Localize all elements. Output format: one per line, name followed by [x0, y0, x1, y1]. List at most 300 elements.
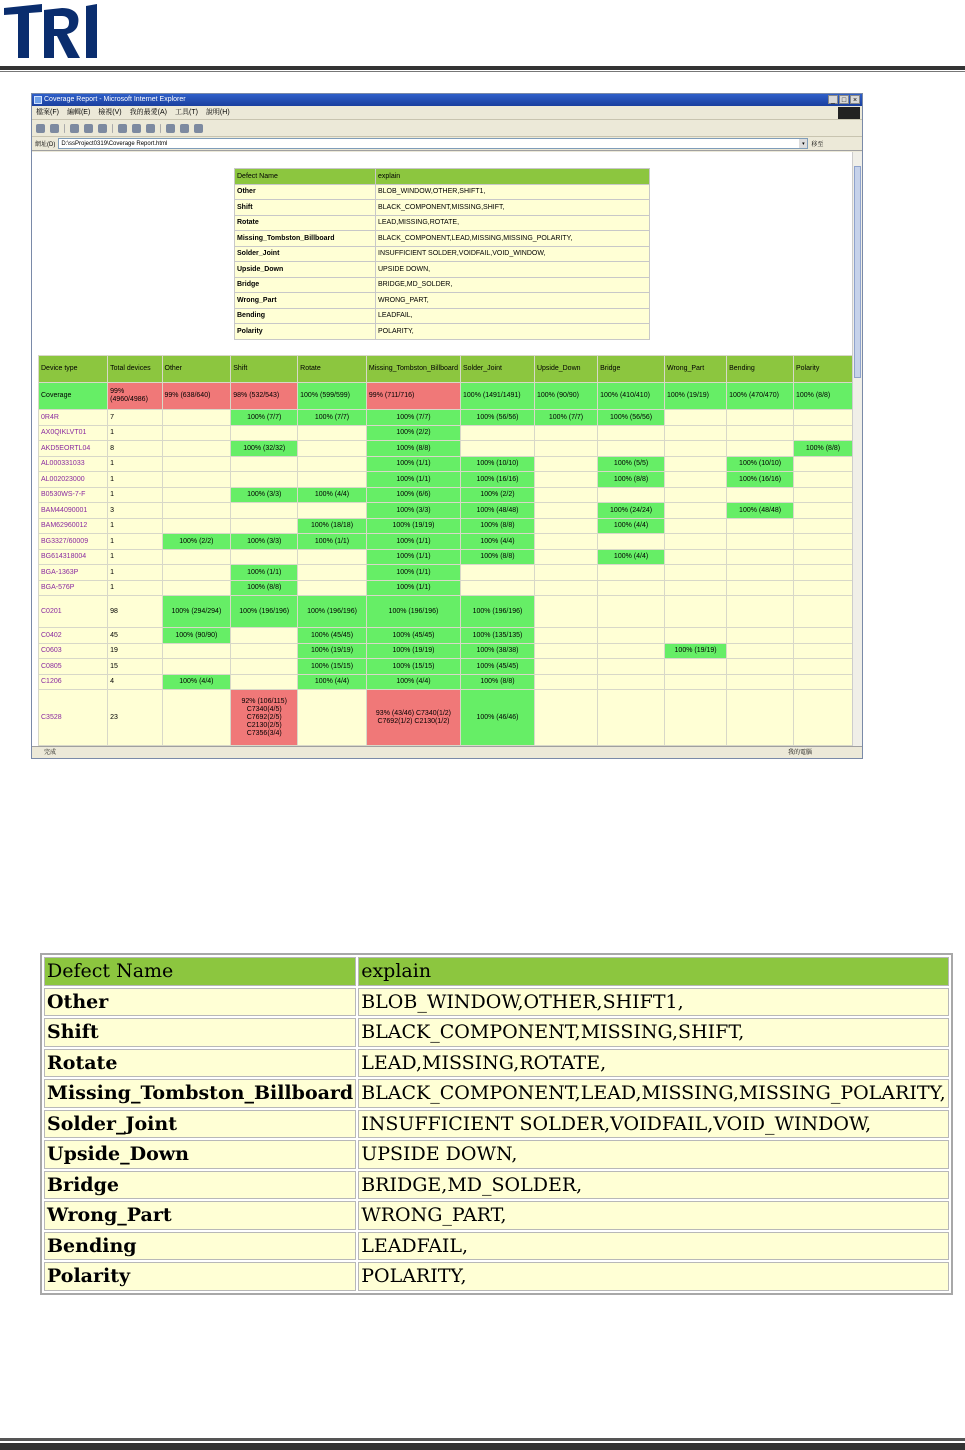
table-row: [39, 410, 853, 426]
table-row: [44, 1140, 949, 1169]
mini-defect-table: [234, 168, 650, 340]
coverage-header-cell: Bending: [727, 356, 794, 383]
coverage-cell: [231, 659, 298, 675]
coverage-cell: [534, 549, 597, 565]
coverage-cell: [298, 472, 367, 488]
coverage-cell: [664, 565, 726, 581]
coverage-cell: [727, 565, 794, 581]
coverage-cell: 92% (106/115) C7340(4/5) C7692(2/5) C2130(2/5) C7356(3/4): [231, 690, 298, 746]
table-row: [44, 1110, 949, 1139]
coverage-cell: [727, 674, 794, 690]
device-type-cell: B0530WS-7-F: [39, 487, 108, 503]
coverage-header-cell: Missing_Tombston_Billboard: [366, 356, 460, 383]
coverage-cell: 100% (8/8): [461, 549, 535, 565]
coverage-cell: [231, 472, 298, 488]
coverage-cell: [664, 518, 726, 534]
device-type-cell: BAM44090001: [39, 503, 108, 519]
table-row: [235, 200, 650, 216]
coverage-cell: 100% (46/46): [461, 690, 535, 746]
coverage-cell: 100% (8/8): [461, 674, 535, 690]
mini-defect-explain: INSUFFICIENT SOLDER,VOIDFAIL,VOID_WINDOW,: [376, 246, 650, 262]
table-row: [235, 262, 650, 278]
table-row: [44, 1232, 949, 1261]
coverage-cell: [727, 628, 794, 644]
coverage-cell: 1: [108, 518, 162, 534]
coverage-cell: 15: [108, 659, 162, 675]
forward-icon[interactable]: [50, 124, 59, 133]
coverage-cell: [727, 596, 794, 628]
coverage-cell: [162, 410, 231, 426]
coverage-cell: [794, 628, 853, 644]
scrollbar-thumb[interactable]: [854, 166, 861, 378]
table-row: [235, 184, 650, 200]
mini-defect-explain: WRONG_PART,: [376, 293, 650, 309]
coverage-summary-cell: 99% (638/640): [162, 383, 231, 410]
coverage-summary-cell: 100% (1491/1491): [461, 383, 535, 410]
windows-flag-icon: [838, 107, 860, 119]
ie-icon: [34, 96, 42, 104]
coverage-cell: [598, 580, 665, 596]
coverage-cell: 100% (1/1): [366, 472, 460, 488]
status-text: 完成: [44, 750, 57, 756]
coverage-cell: [534, 580, 597, 596]
coverage-cell: [461, 425, 535, 441]
table-row: [39, 580, 853, 596]
mini-defect-name: Missing_Tombston_Billboard: [235, 231, 376, 247]
maximize-icon[interactable]: □: [839, 95, 849, 104]
coverage-cell: 3: [108, 503, 162, 519]
coverage-cell: 100% (4/4): [461, 534, 535, 550]
coverage-cell: 100% (10/10): [461, 456, 535, 472]
coverage-cell: 100% (7/7): [534, 410, 597, 426]
coverage-cell: [727, 410, 794, 426]
search-icon[interactable]: [118, 124, 127, 133]
coverage-cell: [298, 549, 367, 565]
table-row: [44, 1079, 949, 1108]
device-type-cell: C0805: [39, 659, 108, 675]
coverage-cell: [794, 518, 853, 534]
coverage-cell: [598, 674, 665, 690]
coverage-cell: 100% (2/2): [162, 534, 231, 550]
table-row: [39, 628, 853, 644]
device-type-cell: BGA-1363P: [39, 565, 108, 581]
coverage-cell: [794, 425, 853, 441]
browser-content: [32, 152, 853, 747]
mini-defect-name: Bridge: [235, 277, 376, 293]
table-row: [235, 231, 650, 247]
coverage-cell: [664, 628, 726, 644]
coverage-summary-cell: 100% (410/410): [598, 383, 665, 410]
coverage-cell: [664, 425, 726, 441]
coverage-cell: [664, 674, 726, 690]
coverage-summary-row: [39, 383, 853, 410]
coverage-cell: 100% (1/1): [366, 549, 460, 565]
table-row: [44, 1171, 949, 1200]
coverage-cell: 100% (1/1): [366, 565, 460, 581]
coverage-cell: 100% (196/196): [298, 596, 367, 628]
coverage-cell: [534, 628, 597, 644]
coverage-cell: 100% (56/56): [461, 410, 535, 426]
coverage-cell: 100% (7/7): [298, 410, 367, 426]
coverage-cell: [231, 549, 298, 565]
menu-tools[interactable]: 工具(T): [174, 109, 198, 116]
coverage-cell: 100% (15/15): [298, 659, 367, 675]
coverage-cell: 100% (2/2): [461, 487, 535, 503]
coverage-cell: 100% (7/7): [231, 410, 298, 426]
coverage-cell: 100% (45/45): [366, 628, 460, 644]
coverage-header-cell: Upside_Down: [534, 356, 597, 383]
mini-defect-name: Wrong_Part: [235, 293, 376, 309]
coverage-cell: 100% (19/19): [366, 518, 460, 534]
table-row: [39, 659, 853, 675]
large-defect-explain: WRONG_PART,: [358, 1201, 948, 1230]
coverage-cell: 1: [108, 425, 162, 441]
coverage-cell: 100% (24/24): [598, 503, 665, 519]
coverage-cell: [534, 456, 597, 472]
browser-title: Coverage Report - Microsoft Internet Explorer: [44, 96, 186, 103]
coverage-cell: [664, 410, 726, 426]
table-row: [39, 549, 853, 565]
coverage-cell: 1: [108, 549, 162, 565]
footer-rule: [0, 1438, 965, 1441]
device-type-cell: C0201: [39, 596, 108, 628]
coverage-cell: [727, 487, 794, 503]
large-defect-explain: LEAD,MISSING,ROTATE,: [358, 1049, 948, 1078]
table-row: [39, 690, 853, 746]
browser-toolbar: [32, 120, 862, 137]
footer-rule-thick: [0, 1443, 965, 1450]
toolbar-separator: [160, 124, 161, 133]
coverage-cell: [794, 456, 853, 472]
print-icon[interactable]: [180, 124, 189, 133]
chevron-down-icon[interactable]: ▾: [799, 139, 807, 148]
table-row: [39, 425, 853, 441]
coverage-cell: [598, 690, 665, 746]
menu-help[interactable]: 說明(H): [205, 109, 230, 116]
coverage-cell: [598, 441, 665, 457]
device-type-cell: AL000331033: [39, 456, 108, 472]
coverage-cell: 100% (19/19): [366, 643, 460, 659]
coverage-cell: [794, 659, 853, 675]
coverage-cell: [794, 596, 853, 628]
coverage-cell: [664, 659, 726, 675]
coverage-summary-cell: 100% (90/90): [534, 383, 597, 410]
coverage-cell: [664, 534, 726, 550]
coverage-cell: [727, 425, 794, 441]
coverage-cell: 100% (8/8): [366, 441, 460, 457]
coverage-header-cell: Wrong_Part: [664, 356, 726, 383]
coverage-cell: [162, 425, 231, 441]
coverage-cell: 100% (4/4): [298, 487, 367, 503]
coverage-summary-cell: Coverage: [39, 383, 108, 410]
large-defect-explain: BLACK_COMPONENT,LEAD,MISSING,MISSING_POLARITY,: [358, 1079, 948, 1108]
toolbar-separator: [112, 124, 113, 133]
coverage-cell: 100% (1/1): [231, 565, 298, 581]
device-type-cell: 0R4R: [39, 410, 108, 426]
coverage-cell: 100% (135/135): [461, 628, 535, 644]
table-row: [39, 518, 853, 534]
device-type-cell: BG3327/60009: [39, 534, 108, 550]
coverage-cell: [231, 674, 298, 690]
go-button[interactable]: 移至: [811, 142, 824, 148]
coverage-cell: [598, 596, 665, 628]
mini-defect-name: Other: [235, 184, 376, 200]
coverage-cell: 8: [108, 441, 162, 457]
table-row: [39, 534, 853, 550]
coverage-cell: 100% (3/3): [366, 503, 460, 519]
coverage-cell: 100% (19/19): [298, 643, 367, 659]
status-zone: 我的電腦: [787, 750, 812, 756]
coverage-cell: 100% (1/1): [366, 456, 460, 472]
large-defect-explain: INSUFFICIENT SOLDER,VOIDFAIL,VOID_WINDOW,: [358, 1110, 948, 1139]
coverage-cell: [231, 456, 298, 472]
mini-defect-explain: BLACK_COMPONENT,MISSING,SHIFT,: [376, 200, 650, 216]
coverage-cell: 100% (2/2): [366, 425, 460, 441]
device-type-cell: AKD5EORTL04: [39, 441, 108, 457]
coverage-cell: [231, 643, 298, 659]
home-icon[interactable]: [98, 124, 107, 133]
coverage-cell: [598, 534, 665, 550]
table-row: [39, 472, 853, 488]
device-type-cell: BAM62960012: [39, 518, 108, 534]
browser-screenshot: [31, 93, 863, 759]
coverage-cell: [664, 456, 726, 472]
device-type-cell: C0603: [39, 643, 108, 659]
mini-defect-explain: BLACK_COMPONENT,LEAD,MISSING,MISSING_POLARITY,: [376, 231, 650, 247]
coverage-header-cell: Device type: [39, 356, 108, 383]
coverage-cell: 100% (196/196): [231, 596, 298, 628]
favorites-icon[interactable]: [132, 124, 141, 133]
coverage-cell: [794, 674, 853, 690]
device-type-cell: C3528: [39, 690, 108, 746]
device-type-cell: C0402: [39, 628, 108, 644]
minimize-icon[interactable]: _: [828, 95, 838, 104]
large-header-row: [44, 957, 949, 986]
coverage-cell: [598, 425, 665, 441]
table-row: [39, 487, 853, 503]
coverage-cell: [598, 487, 665, 503]
edit-icon[interactable]: [194, 124, 203, 133]
menu-edit[interactable]: 編輯(E): [66, 109, 91, 116]
coverage-cell: [298, 690, 367, 746]
stop-icon[interactable]: [70, 124, 79, 133]
mini-defect-name: Shift: [235, 200, 376, 216]
mini-defect-explain: LEAD,MISSING,ROTATE,: [376, 215, 650, 231]
mini-header-row: [235, 169, 650, 185]
coverage-cell: [162, 565, 231, 581]
coverage-cell: [794, 643, 853, 659]
large-defect-name: Polarity: [44, 1262, 356, 1291]
coverage-header-cell: Rotate: [298, 356, 367, 383]
coverage-cell: [664, 441, 726, 457]
coverage-cell: 100% (45/45): [461, 659, 535, 675]
mini-defect-explain: POLARITY,: [376, 324, 650, 340]
coverage-cell: [534, 503, 597, 519]
defect-table: [40, 953, 953, 1295]
coverage-cell: [534, 441, 597, 457]
coverage-cell: 100% (1/1): [366, 534, 460, 550]
device-type-cell: AL002023000: [39, 472, 108, 488]
coverage-cell: [727, 690, 794, 746]
coverage-header-cell: Solder_Joint: [461, 356, 535, 383]
menu-favorites[interactable]: 我的最愛(A): [129, 109, 167, 116]
table-row: [235, 308, 650, 324]
table-row: [44, 1201, 949, 1230]
coverage-cell: [461, 580, 535, 596]
coverage-summary-cell: 100% (599/599): [298, 383, 367, 410]
coverage-cell: [534, 674, 597, 690]
coverage-cell: [664, 596, 726, 628]
coverage-header-row: [39, 356, 853, 383]
coverage-cell: [598, 643, 665, 659]
coverage-cell: [231, 518, 298, 534]
large-defect-explain: LEADFAIL,: [358, 1232, 948, 1261]
coverage-cell: [794, 565, 853, 581]
mini-defect-explain: BLOB_WINDOW,OTHER,SHIFT1,: [376, 184, 650, 200]
table-row: [235, 246, 650, 262]
header-rule: [0, 66, 965, 70]
address-label: 網址(D): [35, 142, 56, 148]
vertical-scrollbar[interactable]: [852, 152, 862, 747]
coverage-cell: 100% (4/4): [298, 674, 367, 690]
device-type-cell: AX0QIKLVT01: [39, 425, 108, 441]
coverage-cell: 100% (1/1): [298, 534, 367, 550]
tri-logo: [2, 2, 102, 60]
large-defect-name: Shift: [44, 1018, 356, 1047]
coverage-cell: 19: [108, 643, 162, 659]
large-defect-name: Bridge: [44, 1171, 356, 1200]
coverage-cell: [664, 580, 726, 596]
menu-file[interactable]: 檔案(F): [36, 109, 59, 116]
table-row: [235, 215, 650, 231]
coverage-cell: 1: [108, 534, 162, 550]
coverage-cell: [794, 580, 853, 596]
large-defect-explain: BLOB_WINDOW,OTHER,SHIFT1,: [358, 988, 948, 1017]
coverage-cell: 93% (43/46) C7340(1/2) C7692(1/2) C2130(1/2): [366, 690, 460, 746]
coverage-cell: 100% (3/3): [231, 534, 298, 550]
coverage-cell: 100% (19/19): [664, 643, 726, 659]
back-icon[interactable]: [36, 124, 45, 133]
coverage-header-cell: Total devices: [108, 356, 162, 383]
coverage-cell: [794, 690, 853, 746]
large-header-name: Defect Name: [44, 957, 356, 986]
coverage-cell: [162, 690, 231, 746]
coverage-cell: [461, 441, 535, 457]
mini-defect-name: Polarity: [235, 324, 376, 340]
coverage-cell: [162, 472, 231, 488]
coverage-cell: 100% (4/4): [598, 549, 665, 565]
header-rule-thin: [0, 71, 965, 72]
browser-menu-bar: [32, 106, 862, 120]
history-icon[interactable]: [146, 124, 155, 133]
coverage-cell: 45: [108, 628, 162, 644]
large-defect-name: Solder_Joint: [44, 1110, 356, 1139]
refresh-icon[interactable]: [84, 124, 93, 133]
address-input[interactable]: [58, 138, 808, 149]
coverage-cell: 100% (4/4): [162, 674, 231, 690]
coverage-cell: [534, 643, 597, 659]
status-bar: [32, 746, 862, 758]
coverage-cell: [534, 659, 597, 675]
coverage-cell: [231, 425, 298, 441]
coverage-cell: [598, 628, 665, 644]
coverage-cell: 100% (38/38): [461, 643, 535, 659]
coverage-cell: 1: [108, 580, 162, 596]
mail-icon[interactable]: [166, 124, 175, 133]
coverage-summary-cell: 99% (4960/4986): [108, 383, 162, 410]
mini-defect-explain: UPSIDE DOWN,: [376, 262, 650, 278]
table-row: [235, 277, 650, 293]
device-type-cell: BG614318004: [39, 549, 108, 565]
close-icon[interactable]: ×: [850, 95, 860, 104]
mini-defect-explain: LEADFAIL,: [376, 308, 650, 324]
coverage-cell: [298, 565, 367, 581]
coverage-cell: [534, 534, 597, 550]
coverage-cell: 100% (15/15): [366, 659, 460, 675]
coverage-cell: [298, 580, 367, 596]
coverage-cell: [727, 549, 794, 565]
coverage-cell: 100% (8/8): [794, 441, 853, 457]
coverage-cell: [231, 503, 298, 519]
coverage-cell: [298, 441, 367, 457]
coverage-cell: 100% (90/90): [162, 628, 231, 644]
large-defect-name: Wrong_Part: [44, 1201, 356, 1230]
coverage-cell: [664, 487, 726, 503]
coverage-cell: [534, 518, 597, 534]
table-row: [39, 503, 853, 519]
coverage-cell: [727, 659, 794, 675]
table-row: [44, 1049, 949, 1078]
coverage-cell: 100% (32/32): [231, 441, 298, 457]
menu-view[interactable]: 檢視(V): [98, 109, 122, 116]
coverage-cell: 100% (8/8): [461, 518, 535, 534]
coverage-cell: [162, 456, 231, 472]
coverage-cell: 100% (3/3): [231, 487, 298, 503]
coverage-cell: 100% (16/16): [461, 472, 535, 488]
coverage-cell: 100% (5/5): [598, 456, 665, 472]
address-value: D:\ssProject0319\Coverage Report.html: [61, 141, 168, 147]
coverage-cell: 100% (4/4): [598, 518, 665, 534]
table-row: [235, 293, 650, 309]
coverage-cell: [727, 441, 794, 457]
coverage-cell: [162, 503, 231, 519]
coverage-summary-cell: 99% (711/716): [366, 383, 460, 410]
coverage-cell: [298, 425, 367, 441]
coverage-cell: 7: [108, 410, 162, 426]
coverage-cell: [598, 659, 665, 675]
coverage-summary-cell: 100% (470/470): [727, 383, 794, 410]
large-defect-name: Bending: [44, 1232, 356, 1261]
coverage-cell: [794, 472, 853, 488]
toolbar-separator: [64, 124, 65, 133]
coverage-cell: [664, 472, 726, 488]
table-row: [235, 324, 650, 340]
coverage-cell: 100% (56/56): [598, 410, 665, 426]
coverage-cell: 100% (7/7): [366, 410, 460, 426]
table-row: [39, 565, 853, 581]
large-defect-name: Upside_Down: [44, 1140, 356, 1169]
coverage-cell: [461, 565, 535, 581]
large-header-explain: explain: [358, 957, 948, 986]
coverage-cell: 1: [108, 472, 162, 488]
coverage-cell: 100% (48/48): [461, 503, 535, 519]
coverage-cell: 100% (18/18): [298, 518, 367, 534]
coverage-cell: 100% (196/196): [366, 596, 460, 628]
coverage-cell: 1: [108, 456, 162, 472]
coverage-cell: 100% (8/8): [598, 472, 665, 488]
table-row: [44, 988, 949, 1017]
coverage-cell: 100% (48/48): [727, 503, 794, 519]
